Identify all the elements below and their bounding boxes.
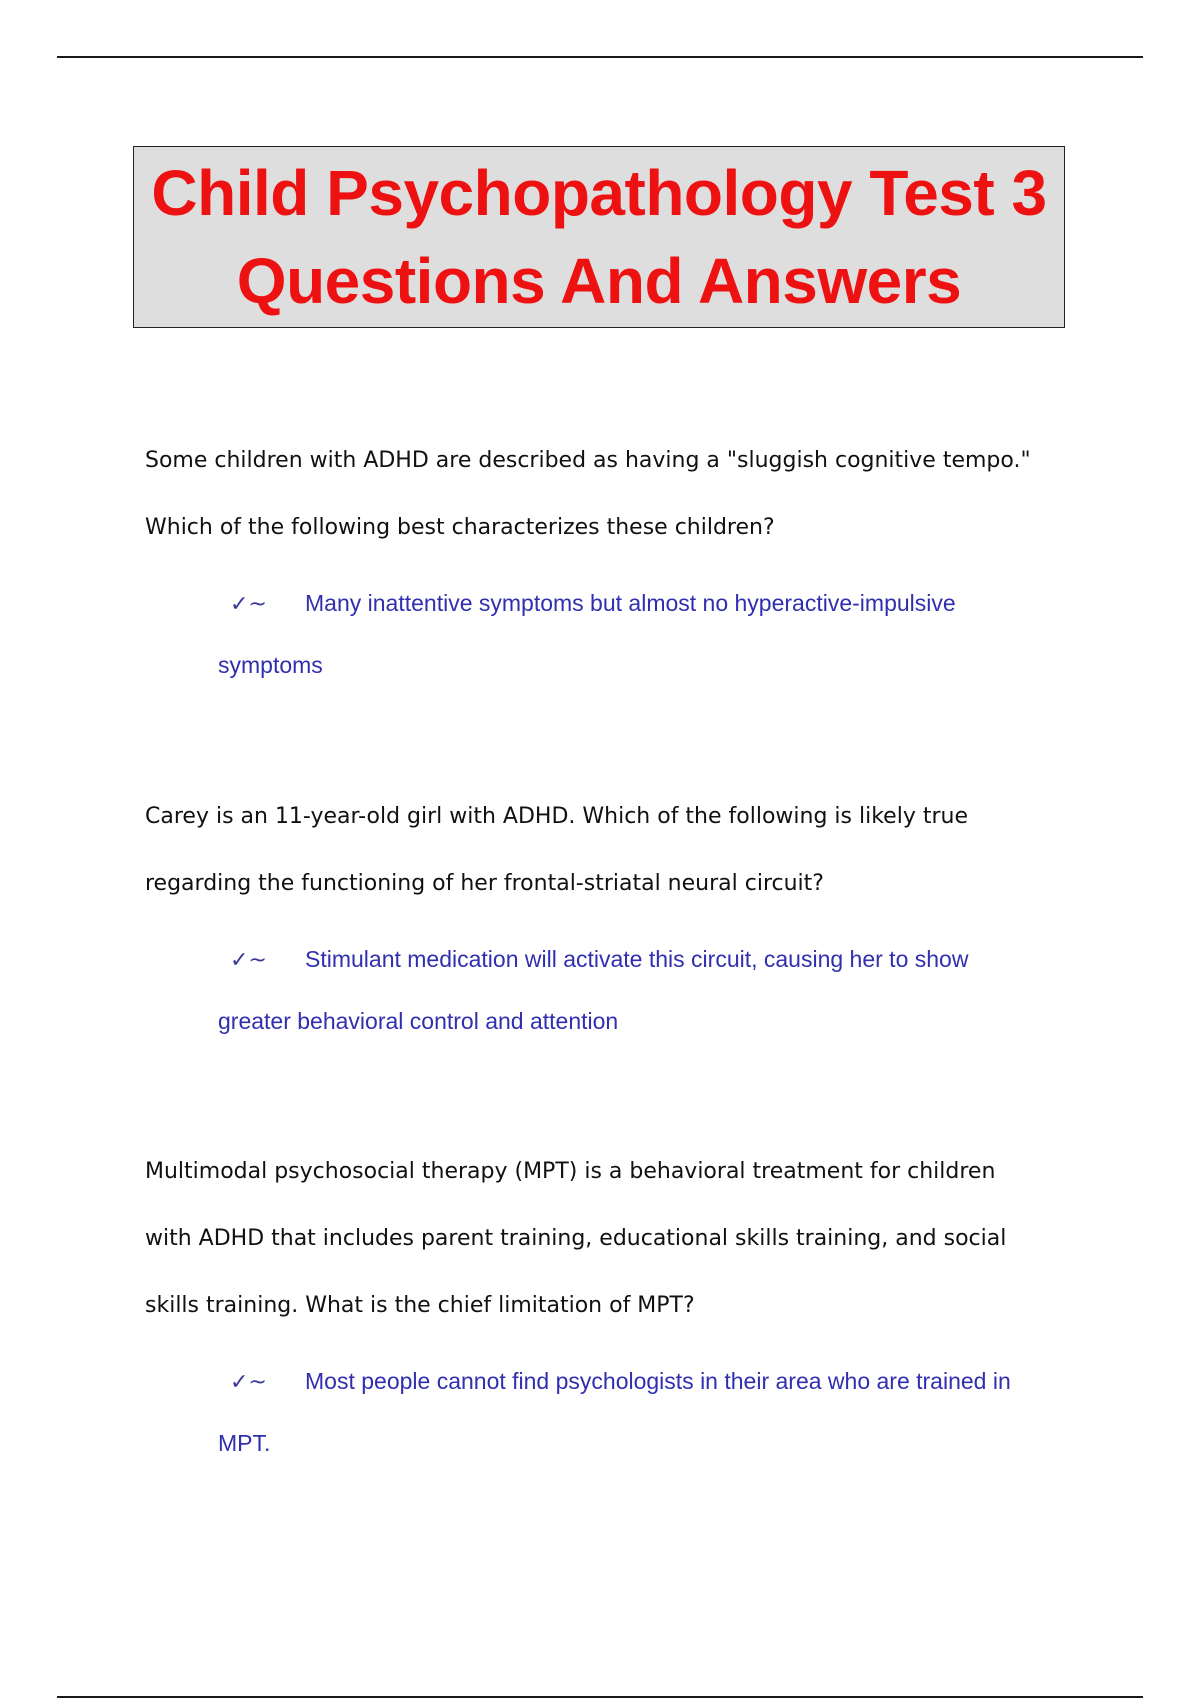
answer — [145, 573, 1065, 696]
question-line: Which of the following best characterizes these children? — [145, 515, 775, 540]
answer-line: greater behavioral control and attention — [218, 1008, 619, 1034]
answer-text: Stimulant medication will activate this circuit, causing her to show — [305, 946, 969, 972]
title-box — [133, 146, 1065, 328]
answer — [145, 1351, 1065, 1474]
title-line-1: Child Psychopathology Test 3 — [151, 157, 1047, 229]
title-line-2: Questions And Answers — [236, 245, 962, 317]
answer-line: MPT. — [218, 1430, 271, 1456]
question-line: Carey is an 11-year-old girl with ADHD. Which of the following is likely true — [145, 804, 968, 829]
top-rule — [57, 56, 1143, 58]
qa-item-1 — [145, 427, 1065, 696]
answer-line — [218, 1351, 1068, 1413]
answer — [145, 929, 1065, 1052]
answer-text: Most people cannot find psychologists in their area who are trained in — [305, 1368, 1011, 1394]
answer-line — [218, 929, 1068, 991]
question-line: with ADHD that includes parent training, educational skills training, and social — [145, 1226, 1007, 1251]
question-line: Some children with ADHD are described as having a "sluggish cognitive tempo." — [145, 448, 1031, 473]
question-line: skills training. What is the chief limitation of MPT? — [145, 1293, 695, 1318]
checkmark-icon: ✓~ — [230, 948, 267, 973]
answer-text: Many inattentive symptoms but almost no hyperactive-impulsive — [305, 590, 956, 616]
qa-item-2 — [145, 783, 1065, 1052]
bottom-rule — [57, 1696, 1143, 1698]
checkmark-icon: ✓~ — [230, 1370, 267, 1395]
answer-line — [218, 573, 1068, 635]
question-line: regarding the functioning of her frontal-striatal neural circuit? — [145, 871, 824, 896]
question-line: Multimodal psychosocial therapy (MPT) is a behavioral treatment for children — [145, 1159, 996, 1184]
checkmark-icon: ✓~ — [230, 592, 267, 617]
qa-item-3 — [145, 1138, 1065, 1474]
answer-line: symptoms — [218, 652, 323, 678]
